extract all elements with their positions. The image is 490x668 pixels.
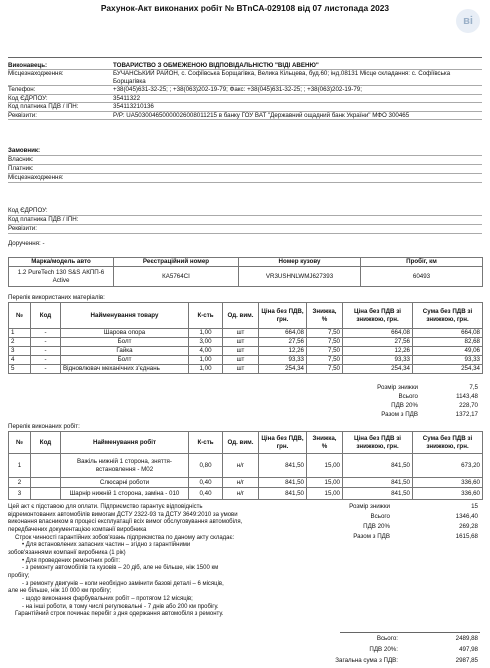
table-cell: 0,80 — [189, 454, 223, 478]
summary-label: ПДВ 20% — [363, 523, 390, 530]
summary-value: 15 — [471, 503, 478, 510]
table-cell: 49,06 — [413, 347, 483, 356]
table-cell: 0,40 — [189, 488, 223, 500]
table-cell: 841,50 — [343, 488, 413, 500]
summary-row — [318, 533, 478, 543]
materials-header: Знижка, % — [307, 303, 343, 329]
summary-value: 1143,48 — [456, 393, 478, 400]
table-cell: 2 — [9, 478, 31, 488]
table-cell: Слюсарні роботи — [61, 478, 189, 488]
table-cell: Шарова опора — [61, 329, 189, 338]
table-cell: 3,00 — [189, 338, 223, 347]
terms-line: відремонтованих автомобілів вимогам ДСТУ 2322-93 та ДСТУ 3649:2010 за умови — [8, 511, 238, 518]
table-row — [9, 365, 483, 374]
summary-label: Розмір знижки — [349, 503, 390, 510]
works-summary — [318, 503, 478, 543]
terms-line: - з ремонту двигунів – коли необхідно замінити базові деталі – 6 місяців, — [22, 580, 224, 587]
customer-block — [8, 147, 482, 249]
executor-ipn: 354113210136 — [113, 103, 154, 111]
table-cell: 841,50 — [259, 478, 307, 488]
executor-name: ТОВАРИСТВО З ОБМЕЖЕНОЮ ВІДПОВІДАЛЬНІСТЮ "ВІДІ АВЕНЮ" — [113, 62, 319, 69]
terms-line: Строк чинності гарантійних зобов'язань підприємства по даному акту складає: — [15, 534, 235, 541]
table-cell: Гайка — [61, 347, 189, 356]
summary-label: Разом з ПДВ — [381, 411, 418, 418]
works-header: Од. вим. — [223, 432, 259, 454]
summary-row — [278, 646, 478, 657]
table-cell: 4,00 — [189, 347, 223, 356]
works-header: Ціна без ПДВ, грн. — [259, 432, 307, 454]
summary-label: Всього: — [376, 635, 398, 642]
terms-line: Цей акт є підставою для оплати. Підприємство гарантує відповідність — [8, 504, 203, 510]
table-cell: 7,50 — [307, 356, 343, 365]
summary-row — [318, 503, 478, 513]
summary-value: 269,28 — [459, 523, 478, 530]
summary-label: ПДВ 20% — [391, 402, 418, 409]
summary-row — [278, 635, 478, 646]
summary-row — [318, 513, 478, 523]
table-cell: Важіль нижній 1 сторона, зняття-встановлення - М02 — [61, 454, 189, 478]
summary-row — [318, 384, 478, 393]
summary-label: Всього — [398, 393, 418, 400]
table-cell: 841,50 — [259, 488, 307, 500]
summary-value: 1615,68 — [455, 533, 478, 540]
materials-summary — [318, 384, 478, 420]
vehicle-header: Номер кузову — [239, 258, 361, 267]
table-cell: 93,33 — [259, 356, 307, 365]
table-cell: 2 — [9, 338, 31, 347]
company-logo: ві — [456, 9, 480, 33]
works-header: № — [9, 432, 31, 454]
table-cell: 93,33 — [413, 356, 483, 365]
table-cell: шт — [223, 356, 259, 365]
table-cell: 27,56 — [343, 338, 413, 347]
materials-header: К-сть — [189, 303, 223, 329]
executor-block — [8, 62, 482, 120]
owner-label: Власник: — [8, 156, 34, 163]
executor-requisites-label: Реквізити: — [8, 111, 37, 119]
summary-value: 1372,17 — [455, 411, 478, 418]
table-cell: 1,00 — [189, 356, 223, 365]
table-row — [9, 338, 483, 347]
executor-edrpou-label: Код ЄДРПОУ: — [8, 94, 48, 102]
table-cell: Відновлювач механічних з'єднань — [61, 365, 189, 374]
terms-line: зобов'язаннями компанії виробника (1 рік) — [8, 550, 126, 557]
vehicle-header: Марка/модель авто — [9, 258, 114, 267]
summary-label: Разом з ПДВ — [353, 533, 390, 540]
table-cell: шт — [223, 347, 259, 356]
table-row — [9, 488, 483, 500]
works-header: Знижка, % — [307, 432, 343, 454]
payer-label: Платник: — [8, 165, 34, 172]
customer-requisites-label: Реквізити: — [8, 225, 37, 232]
materials-caption: Перелік використаних матеріалів: — [8, 294, 105, 301]
terms-line: пробігу; — [8, 573, 30, 580]
table-row — [9, 454, 483, 478]
table-cell: 336,60 — [413, 488, 483, 500]
table-cell: - — [31, 347, 61, 356]
executor-phone: +38(045)631-32-25; ; +38(063)202-19-79; Факс: +38(045)631-32-25; ; +38(063)202-19-79; — [113, 86, 362, 94]
table-cell: 841,50 — [259, 454, 307, 478]
summary-label: Всього — [370, 513, 390, 520]
vehicle-vin: VR3USHNLWMJ627393 — [239, 267, 361, 287]
summary-row — [278, 657, 478, 668]
table-cell: 7,50 — [307, 347, 343, 356]
table-cell: 254,34 — [259, 365, 307, 374]
table-cell: н/г — [223, 488, 259, 500]
terms-line: - щодо виконання фарбувальних робіт – протягом 12 місяців; — [22, 596, 193, 603]
table-cell: 3 — [9, 488, 31, 500]
customer-location-label: Місцезнаходження: — [8, 174, 64, 181]
materials-header: № — [9, 303, 31, 329]
executor-location-label: Місцезнаходження: — [8, 70, 64, 78]
works-header: Ціна без ПДВ зі знижкою, грн. — [343, 432, 413, 454]
customer-ipn-label: Код платника ПДВ / ІПН: — [8, 216, 79, 223]
summary-label: Розмір знижки — [377, 384, 418, 391]
terms-line: передбачених документацією компанії виробника — [8, 527, 147, 534]
table-cell: 12,26 — [343, 347, 413, 356]
executor-ipn-label: Код платника ПДВ / ІПН: — [8, 103, 79, 111]
table-cell: 841,50 — [343, 454, 413, 478]
works-table — [8, 431, 483, 500]
vehicle-table — [8, 257, 483, 287]
summary-value: 2489,88 — [455, 635, 478, 642]
table-cell: 664,08 — [343, 329, 413, 338]
table-cell: 1 — [9, 329, 31, 338]
table-row — [9, 329, 483, 338]
table-cell — [31, 478, 61, 488]
materials-header: Сума без ПДВ зі знижкою, грн. — [413, 303, 483, 329]
table-cell: 664,08 — [259, 329, 307, 338]
terms-line: • Для проведених ремонтних робіт: — [22, 557, 121, 564]
grand-totals — [278, 635, 478, 668]
table-cell: 0,40 — [189, 478, 223, 488]
table-cell: 664,08 — [413, 329, 483, 338]
materials-header: Ціна без ПДВ зі знижкою, грн. — [343, 303, 413, 329]
executor-requisites: Р/Р: UA503004650000026008011215 в банку ГОУ ВАТ "Державний ощадний банк України" МФО 300465 — [113, 111, 410, 119]
table-cell: - — [31, 365, 61, 374]
document-title: Рахунок-Акт виконаних робіт № ВТnСА-029108 від 07 листопада 2023 — [100, 3, 390, 13]
vehicle-reg-number: КА5764СІ — [114, 267, 239, 287]
terms-line: виконання власником в процесі експлуатації всіх вимог обслуговування автомобіля, — [8, 519, 243, 526]
table-cell: 5 — [9, 365, 31, 374]
summary-row — [318, 402, 478, 411]
materials-header: Од. вим. — [223, 303, 259, 329]
customer-edrpou-label: Код ЄДРПОУ: — [8, 207, 48, 214]
summary-row — [318, 523, 478, 533]
summary-row — [318, 411, 478, 420]
summary-value: 228,70 — [459, 402, 478, 409]
summary-label: ПДВ 20%: — [369, 646, 398, 653]
works-header: Найменування робіт — [61, 432, 189, 454]
summary-row — [318, 393, 478, 402]
table-row — [9, 356, 483, 365]
table-cell: 1 — [9, 454, 31, 478]
table-cell: н/г — [223, 478, 259, 488]
customer-label: Замовник: — [8, 147, 41, 154]
table-cell: 254,34 — [413, 365, 483, 374]
table-cell: 3 — [9, 347, 31, 356]
table-cell — [31, 488, 61, 500]
table-cell — [31, 454, 61, 478]
table-cell: 15,00 — [307, 454, 343, 478]
summary-value: 2987,85 — [455, 657, 478, 664]
table-cell: 15,00 — [307, 488, 343, 500]
table-cell: 7,50 — [307, 338, 343, 347]
table-cell: 4 — [9, 356, 31, 365]
table-cell: 15,00 — [307, 478, 343, 488]
table-row — [9, 347, 483, 356]
table-cell: шт — [223, 338, 259, 347]
table-cell: 841,50 — [343, 478, 413, 488]
table-cell: 93,33 — [343, 356, 413, 365]
divider — [8, 57, 482, 58]
table-cell: 7,50 — [307, 329, 343, 338]
works-header: Сума без ПДВ зі знижкою, грн. — [413, 432, 483, 454]
table-cell: 82,68 — [413, 338, 483, 347]
table-cell: 27,56 — [259, 338, 307, 347]
summary-value: 1346,40 — [455, 513, 478, 520]
table-cell: 1,00 — [189, 329, 223, 338]
table-row — [9, 478, 483, 488]
totals-divider — [340, 632, 480, 633]
table-cell: Болт — [61, 356, 189, 365]
vehicle-model: 1.2 PureTech 130 S&S АКПП-6 Active — [9, 267, 114, 287]
vehicle-header: Пробіг, км — [361, 258, 483, 267]
warranty-terms — [8, 504, 306, 619]
table-cell: шт — [223, 329, 259, 338]
table-cell: 336,60 — [413, 478, 483, 488]
table-cell: 1,00 — [189, 365, 223, 374]
table-cell: Шарнір нижній 1 сторона, заміна - 010 — [61, 488, 189, 500]
table-cell: 673,20 — [413, 454, 483, 478]
table-cell: Болт — [61, 338, 189, 347]
table-cell: - — [31, 356, 61, 365]
vehicle-mileage: 60493 — [361, 267, 483, 287]
materials-header: Найменування товару — [61, 303, 189, 329]
executor-edrpou: 35411322 — [113, 94, 141, 102]
table-cell: - — [31, 329, 61, 338]
table-cell: шт — [223, 365, 259, 374]
table-cell: - — [31, 338, 61, 347]
executor-phone-label: Телефон: — [8, 86, 36, 94]
materials-header: Код — [31, 303, 61, 329]
executor-label: Виконавець: — [8, 62, 48, 69]
trust-label: Доручення: - — [8, 240, 45, 247]
works-header: К-сть — [189, 432, 223, 454]
works-header: Код — [31, 432, 61, 454]
table-cell: н/г — [223, 454, 259, 478]
works-caption: Перелік виконаних робіт: — [8, 423, 80, 430]
summary-value: 7,5 — [469, 384, 478, 391]
terms-line: • Для встановлених запасних частин – згідно з гарантійними — [22, 542, 191, 549]
materials-header: Ціна без ПДВ, грн. — [259, 303, 307, 329]
summary-value: 497,98 — [459, 646, 478, 653]
executor-location: БУЧАНСЬКИЙ РАЙОН, с. Софіївська Борщагівка, Велика Кільцева, буд.60; інд.08131 Місце складання: с. Софіївська Борщагівка — [113, 70, 451, 85]
materials-table — [8, 302, 483, 374]
summary-label: Загальна сума з ПДВ: — [335, 657, 398, 664]
table-cell: 7,50 — [307, 365, 343, 374]
terms-line: - з ремонту автомобілів та кузовів – 20 діб, але не більше, ніж 1500 км — [22, 565, 219, 572]
terms-line: Гарантійний строк починає перебіг з дня одержання автомобіля з ремонту. — [15, 611, 224, 618]
table-cell: 254,34 — [343, 365, 413, 374]
terms-line: але не більше, ніж 10 000 км пробігу; — [8, 588, 112, 595]
vehicle-header: Реєстраційний номер — [114, 258, 239, 267]
terms-line: - на інші роботи, в тому числі регулювальні - 7 днів або 200 км пробігу. — [22, 603, 219, 610]
table-cell: 12,26 — [259, 347, 307, 356]
